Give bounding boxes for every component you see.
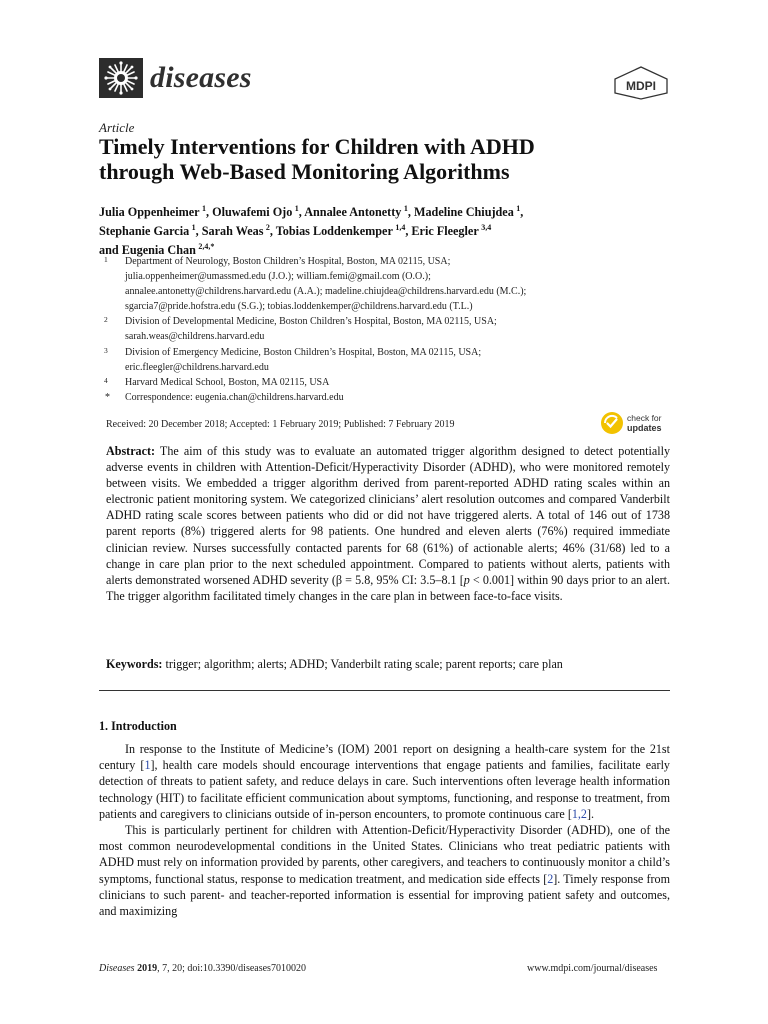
footer-citation-text: , 7, 20; doi:10.3390/diseases7010020 — [157, 963, 306, 974]
author-separator: , — [269, 224, 276, 239]
author-affiliation-mark: 1 — [191, 223, 196, 233]
citation-link[interactable]: 2 — [547, 871, 554, 886]
title-line-2: through Web-Based Monitoring Algorithms — [99, 159, 510, 184]
journal-logo-icon — [99, 58, 143, 98]
author-affiliation-mark: 2,4,* — [198, 242, 215, 252]
author-separator: , — [298, 205, 305, 220]
paragraph-text: This is particularly pertinent for children with Attention-Deficit/Hyperactivity Disorder (ADHD), one of the most common neurodevelopmental conditions in the United States. Clinicians who treat pediatric patients with ADHD must rely on information provided by parents, other caregivers, and teachers to continuously monitor a child’s symptoms, functional status, response to medication treatment, and medication side effects [ — [99, 823, 670, 886]
author-name: Oluwafemi Ojo — [212, 205, 293, 220]
affiliation-number: 4 — [104, 375, 108, 385]
abstract-text: The aim of this study was to evaluate an automated trigger algorithm designed to detect potentially adverse events in children with Attention-Deficit/Hyperactivity Disorder (ADHD), who were monitored remotely between visits. We embedded a trigger algorithm derived from parent-reported ADHD rating scales within an electronic patient monitoring system. We categorized clinicians’ alert resolution outcomes and compared Vanderbilt ADHD rating scale scores between patients who did or did not have triggered alerts. A total of 146 out of 1738 parent reports (8%) triggered alerts for 98 patients. One hundred and eleven alerts (76%) required immediate clinician review. Nurses successfully contacted parents for 68 (61%) of actionable alerts; 46% (31/68) led to a change in care plan prior to the next scheduled appointment. Compared to patients without alerts, patients with alerts demonstrated worsened ADHD severity (β = 5.8, 95% CI: 3.5–8.1 [ — [106, 444, 670, 587]
affiliation-line: sarah.weas@childrens.harvard.edu — [125, 331, 265, 343]
author-name: Annalee Antonetty — [304, 205, 402, 220]
author-affiliation-mark: 1 — [294, 204, 299, 213]
author-affiliation-mark: 1 — [516, 204, 521, 213]
author-name: Stephanie Garcia — [99, 224, 190, 239]
affiliation-line: julia.oppenheimer@umassmed.edu (J.O.); william.femi@gmail.com (O.O.); — [125, 271, 431, 283]
keywords-label: Keywords: — [106, 657, 163, 671]
affiliation-line: Division of Emergency Medicine, Boston Children’s Hospital, Boston, MA 02115, USA; — [125, 346, 482, 358]
affiliation-list — [104, 254, 684, 405]
affiliation-item — [104, 345, 684, 375]
author-name: Julia Oppenheimer — [99, 205, 200, 220]
abstract-label: Abstract: — [106, 444, 156, 458]
publication-dates: Received: 20 December 2018; Accepted: 1 February 2019; Published: 7 February 2019 — [106, 419, 455, 430]
article-type: Article — [99, 120, 135, 135]
section-divider — [99, 690, 670, 691]
correspondence-item — [104, 390, 684, 405]
correspondence-line: Correspondence: eugenia.chan@childrens.harvard.edu — [125, 391, 344, 403]
check-updates-line-2: updates — [627, 423, 662, 433]
keywords — [106, 656, 670, 672]
abstract-text-end: < 0.001] within 90 days prior to an alert. The trigger algorithm facilitated timely changes in the care plan in between face-to-face visits. — [106, 572, 670, 603]
affiliation-item — [104, 375, 684, 390]
affiliation-line: Harvard Medical School, Boston, MA 02115, USA — [125, 376, 330, 388]
article-title — [99, 134, 679, 184]
affiliation-number: 3 — [104, 345, 108, 355]
author-separator: , — [407, 205, 414, 220]
affiliation-line: sgarcia7@pride.hofstra.edu (S.G.); tobias.loddenkemper@childrens.harvard.edu (T.L.) — [125, 301, 473, 313]
author-separator: , — [206, 205, 213, 220]
keywords-text: trigger; algorithm; alerts; ADHD; Vanderbilt rating scale; parent reports; care plan — [162, 657, 563, 671]
author-name: Madeline Chiujdea — [413, 205, 514, 220]
abstract — [106, 443, 670, 604]
affiliation-item — [104, 314, 684, 344]
paragraph — [99, 741, 670, 822]
author-name: Eric Fleegler — [411, 224, 479, 239]
author-affiliation-mark: 1,4 — [395, 223, 406, 233]
introduction-body — [99, 741, 670, 919]
section-heading: 1. Introduction — [99, 719, 177, 733]
author-name: Sarah Weas — [201, 224, 264, 239]
publisher-logo-icon — [613, 66, 669, 100]
footer-year: 2019 — [134, 963, 158, 974]
affiliation-number: 2 — [104, 315, 108, 325]
author-separator: , — [195, 224, 202, 239]
title-line-1: Timely Interventions for Children with ADHD — [99, 134, 535, 159]
correspondence-mark: * — [105, 391, 110, 403]
citation-link[interactable]: 1 — [144, 758, 151, 773]
publisher-logo-text: MDPI — [626, 79, 656, 93]
paragraph — [99, 822, 670, 919]
author-affiliation-mark: 2 — [265, 223, 270, 233]
check-updates-icon — [601, 412, 623, 434]
author-affiliation-mark: 3,4 — [481, 223, 492, 233]
footer-citation — [99, 963, 306, 974]
check-updates-line-1: check for — [627, 413, 662, 423]
author-affiliation-mark: 1 — [403, 204, 408, 213]
affiliation-number: 1 — [104, 255, 108, 264]
affiliation-line: Department of Neurology, Boston Children’s Hospital, Boston, MA 02115, USA; — [125, 256, 451, 267]
paragraph-text: ]. Timely response from clinicians to such parent- and teacher-reported information is essential for improving patient safety and outcomes, and maximizing — [99, 871, 670, 919]
paragraph-text: In response to the Institute of Medicine’s (IOM) 2001 report on designing a health-care system for the 21st century [ — [99, 742, 670, 773]
paragraph-text: ]. — [586, 806, 595, 821]
affiliation-line: eric.fleegler@childrens.harvard.edu — [125, 361, 269, 373]
journal-name: diseases — [150, 61, 252, 94]
affiliation-line: annalee.antonetty@childrens.harvard.edu (A.A.); madeline.chiujdea@childrens.harvard.edu (M.C.); — [125, 286, 527, 298]
author-name: and Eugenia Chan — [99, 243, 196, 258]
author-list — [99, 201, 679, 258]
affiliation-line: Division of Developmental Medicine, Boston Children’s Hospital, Boston, MA 02115, USA; — [125, 316, 497, 328]
author-separator: , — [405, 224, 412, 239]
paragraph-text: ], health care models should encourage interventions that engage patients and families, facilitate early detection of threats to patient safety, and reduce delays in care. Such interventions often leverage health information technology (HIT) to facilitate efficient communication about symptoms, functioning, and response to treatment, from patients and caregivers to clinicians outside of in-person encounters, to promote continuous care [ — [99, 758, 670, 821]
footer-url[interactable]: www.mdpi.com/journal/diseases — [527, 963, 658, 974]
citation-link[interactable]: 1,2 — [571, 806, 587, 821]
affiliation-item — [104, 254, 684, 314]
footer-journal: Diseases — [99, 963, 135, 974]
check-for-updates-button[interactable] — [600, 409, 672, 437]
author-name: Tobias Loddenkemper — [275, 224, 393, 239]
abstract-p-symbol: p — [463, 572, 470, 587]
author-affiliation-mark: 1 — [202, 204, 207, 213]
author-separator: , — [520, 205, 524, 220]
